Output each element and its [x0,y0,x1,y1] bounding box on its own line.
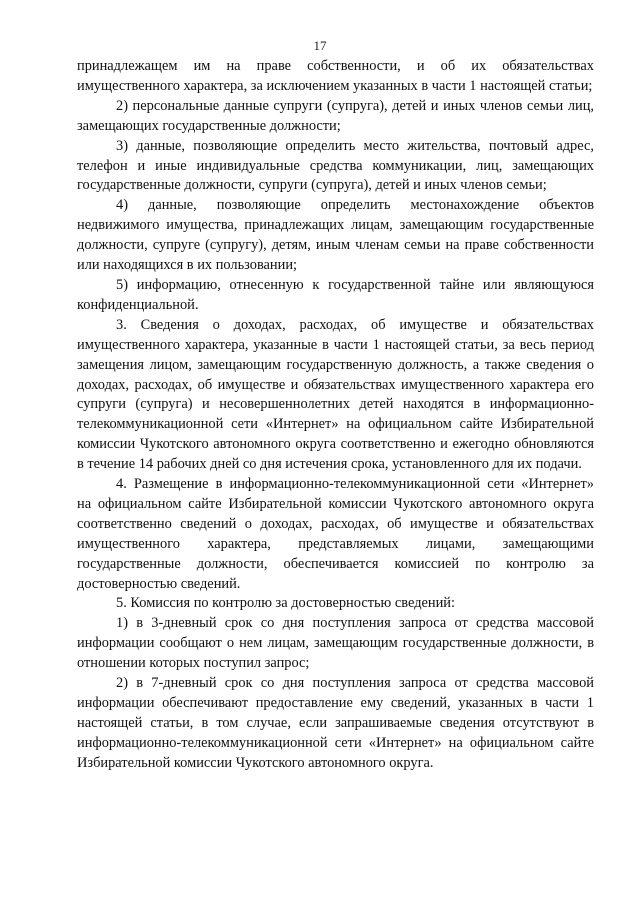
paragraph-part-5-item-1: 1) в 3-дневный срок со дня поступления запроса от средства массовой информации сообщают о нем лицам, замещающим государственные должности, в отношении которых поступил запрос; [77,615,594,672]
paragraph-item-3: 3) данные, позволяющие определить место жительства, почтовый адрес, телефон и иные индивидуальные средства коммуникации, лиц, замещающих государственные должности, супруги (супруга), детей и иных членов семьи; [77,137,594,194]
paragraph-part-3: 3. Сведения о доходах, расходах, об имуществе и обязательствах имущественного характера, указанные в части 1 настоящей статьи, за весь период замещения лицом, замещающим государственную должность, а также сведения о доходах, расходах, об имуществе и обязательствах имущественного характера его супруги (супруга) и несовершеннолетних детей находятся в информационно-телекоммуникационной сети «Интернет» на официальном сайте Избирательной комиссии Чукотского автономного округа соответственно и ежегодно обновляются в течение 14 рабочих дней со дня истечения срока, установленного для их подачи. [77,316,594,473]
paragraph-part-5: 5. Комиссия по контролю за достоверностью сведений: [116,595,456,612]
paragraph-item-4: 4) данные, позволяющие определить местонахождение объектов недвижимого имущества, принадлежащих лицам, замещающим государственные должности, супруге (супругу), детям, иным членам семьи на праве собственности или находящихся в их пользовании; [77,197,594,274]
paragraph-continuation: принадлежащем им на праве собственности, и об их обязательствах имущественного характера, за исключением указанных в части 1 настоящей статьи; [77,58,594,94]
page-number: 17 [313,38,327,53]
document-body [77,57,594,774]
paragraph-item-2: 2) персональные данные супруги (супруга), детей и иных членов семьи лиц, замещающих государственные должности; [77,97,594,134]
paragraph-part-5-item-2: 2) в 7-дневный срок со дня поступления запроса от средства массовой информации обеспечивают предоставление ему сведений, указанных в части 1 настоящей статьи, в том случае, если запрашиваемые сведения отсутствуют в информационно-телекоммуникационной сети «Интернет» на официальном сайте Избирательной комиссии Чукотского автономного округа. [77,675,594,771]
paragraph-part-4: 4. Размещение в информационно-телекоммуникационной сети «Интернет» на официальном сайте Избирательной комиссии Чукотского автономного округа соответственно сведений о доходах, расходах, об имуществе и обязательствах имущественного характера, представляемых лицами, замещающими государственные должности, обеспечивается комиссией по контролю за достоверностью сведений. [77,476,594,592]
paragraph-item-5: 5) информацию, отнесенную к государственной тайне или являющуюся конфиденциальной. [77,276,594,313]
